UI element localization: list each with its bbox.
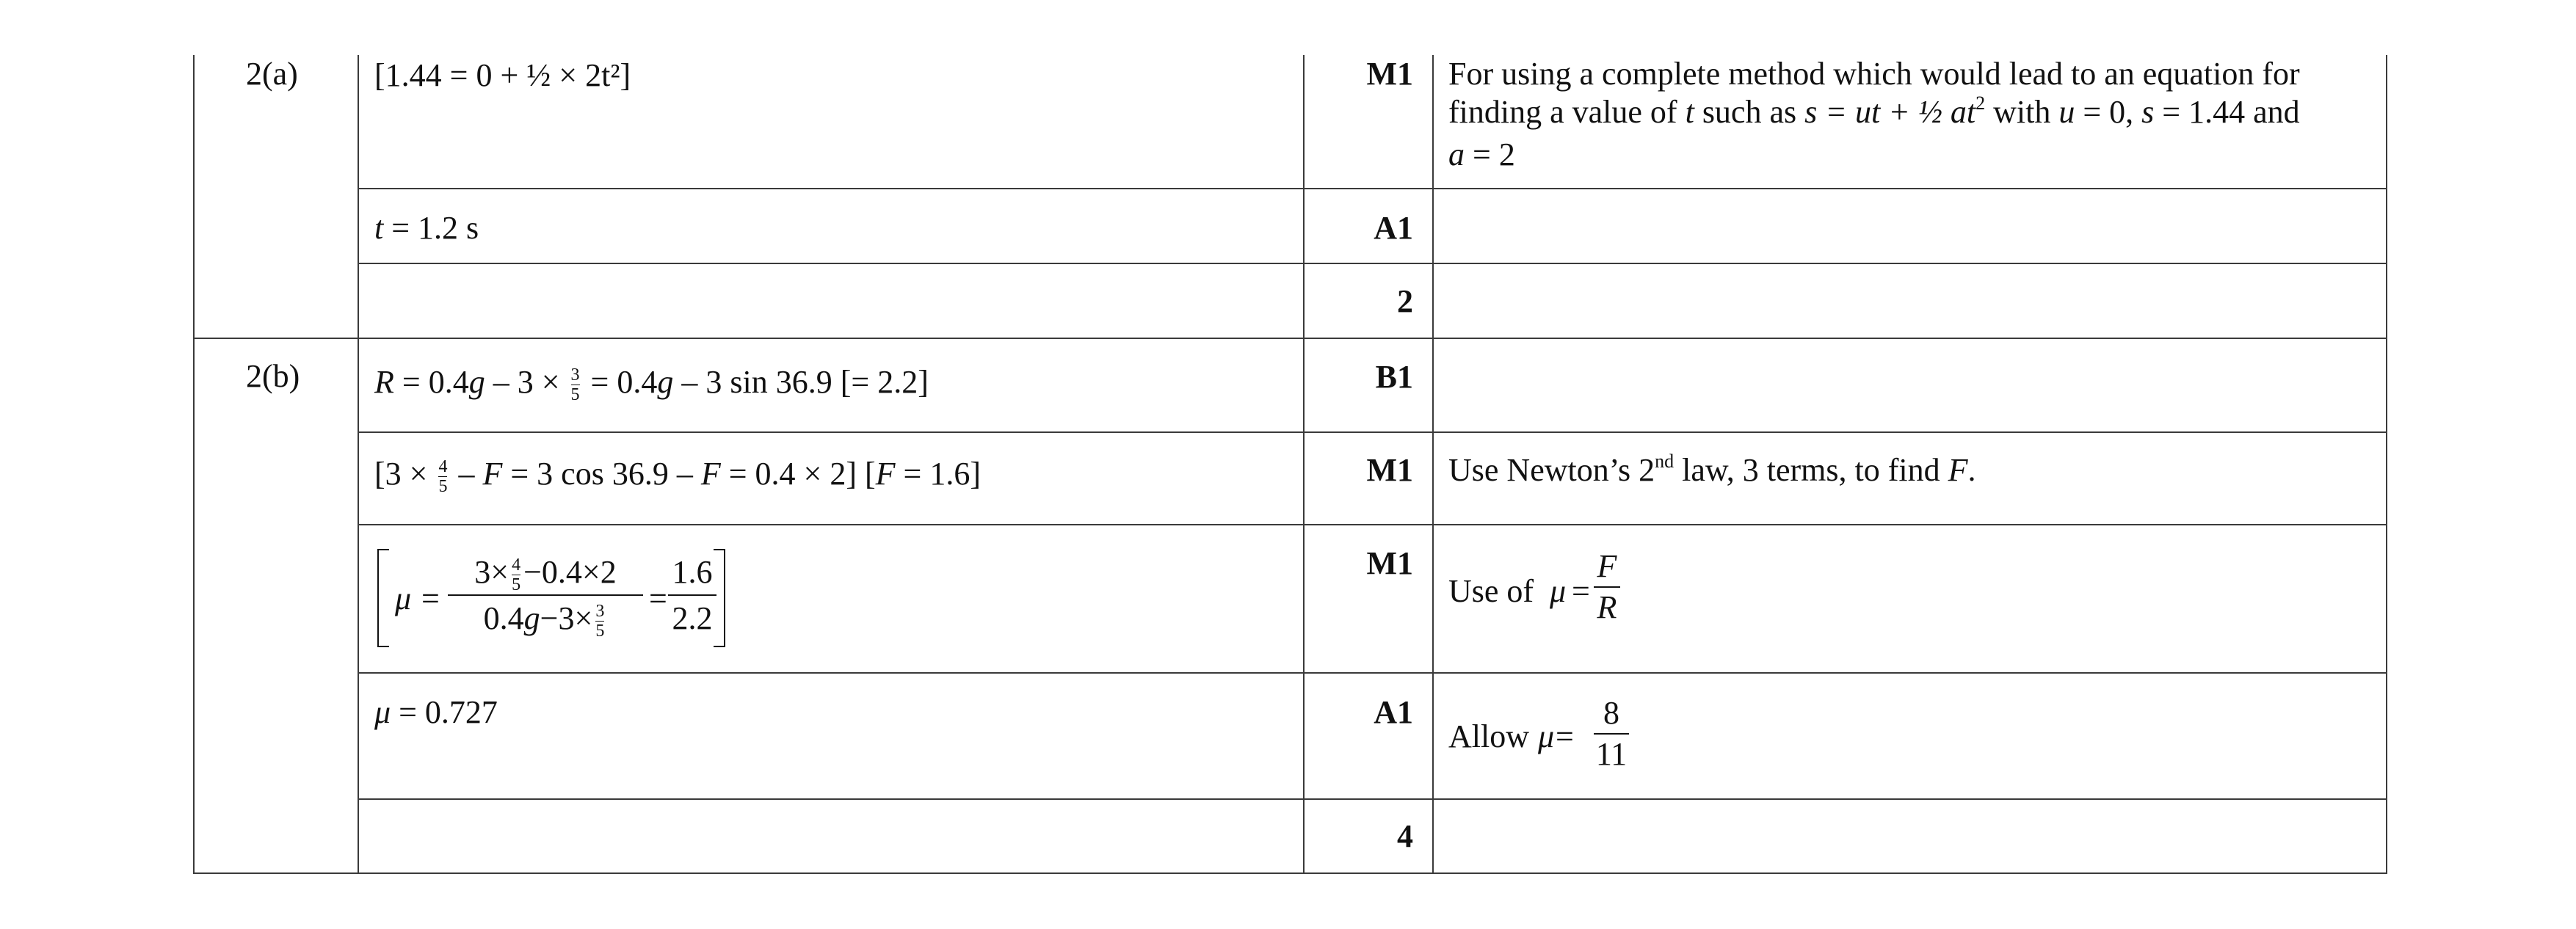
working-2a-answer: t = 1.2 s <box>374 210 479 246</box>
fraction: F R <box>1594 547 1620 627</box>
comment-line: finding a value of t such as s = ut + ½ $at^2$ with u = 0, s = 1.44 and <box>1448 92 2300 130</box>
table-border-right <box>2386 55 2387 874</box>
fraction: 8 11 <box>1594 693 1629 774</box>
comment-2b-allow: Allow μ = 8 11 <box>1448 693 1669 782</box>
comment-2b-newton: Use Newton’s 2nd law, 3 terms, to find F. <box>1448 451 1976 488</box>
total-2b: 4 <box>1397 818 1413 854</box>
mark-2b-b1: B1 <box>1375 359 1413 395</box>
working-text: [1.44 = 0 + ½ × 2t²] <box>374 57 631 93</box>
mark-2b-m1-newton: M1 <box>1366 452 1413 488</box>
column-divider-mark <box>1432 55 1434 874</box>
table-border-bottom <box>193 872 2387 874</box>
comment-2a-method <box>1448 55 2373 174</box>
mark-2a-a1: A1 <box>1374 210 1413 246</box>
row-divider <box>358 524 2387 525</box>
row-divider <box>358 188 2387 189</box>
main-fraction: $3\times \frac{4}{5}-0.4\times 2$ $0.4g-3\times \frac{3}{5}$ <box>448 550 643 641</box>
working-2a-equation <box>374 57 631 95</box>
comment-line: a = 2 <box>1448 136 1515 172</box>
fraction: $\frac{4}{5}$ <box>438 457 448 497</box>
working-2b-mu-value: μ = 0.727 <box>374 694 498 730</box>
question-label-2b: 2(b) <box>246 358 300 394</box>
working-2b-mu-formula: μ = $3\times \frac{4}{5}-0.4\times 2$ $0.4g-3\times \frac{3}{5}$ = 1.6 2.2 <box>395 550 718 646</box>
mark-2b-a1: A1 <box>1374 694 1413 730</box>
row-divider <box>358 672 2387 674</box>
question-label-2a: 2(a) <box>246 56 298 92</box>
column-divider-working <box>1303 55 1305 874</box>
column-divider-part <box>358 55 359 874</box>
row-divider <box>358 431 2387 433</box>
working-2b-reaction: $R = 0.4g - 3 \times \frac{3}{5} = 0.4g - 3$ sin 36.9 [= 2.2] <box>374 364 929 405</box>
row-divider <box>358 798 2387 800</box>
fraction: $\frac{3}{5}$ <box>570 365 580 405</box>
mark-2b-m1-mu: M1 <box>1366 545 1413 581</box>
result-fraction: 1.6 2.2 <box>668 550 716 641</box>
mark-2a-m1: M1 <box>1366 56 1413 92</box>
table-border-left <box>193 55 195 874</box>
total-2a: 2 <box>1397 283 1413 319</box>
comment-2b-use-of-mu: Use of μ = F R <box>1448 547 1669 635</box>
question-divider <box>193 338 2387 339</box>
working-2b-newton: [$3 \times \frac{4}{5} - F = 3$ cos 36.9 – F = 0.4 × 2] [F = 1.6] <box>374 456 982 497</box>
left-bracket <box>377 549 389 647</box>
comment-line: For using a complete method which would lead to an equation for <box>1448 56 2300 92</box>
row-divider <box>358 263 2387 264</box>
